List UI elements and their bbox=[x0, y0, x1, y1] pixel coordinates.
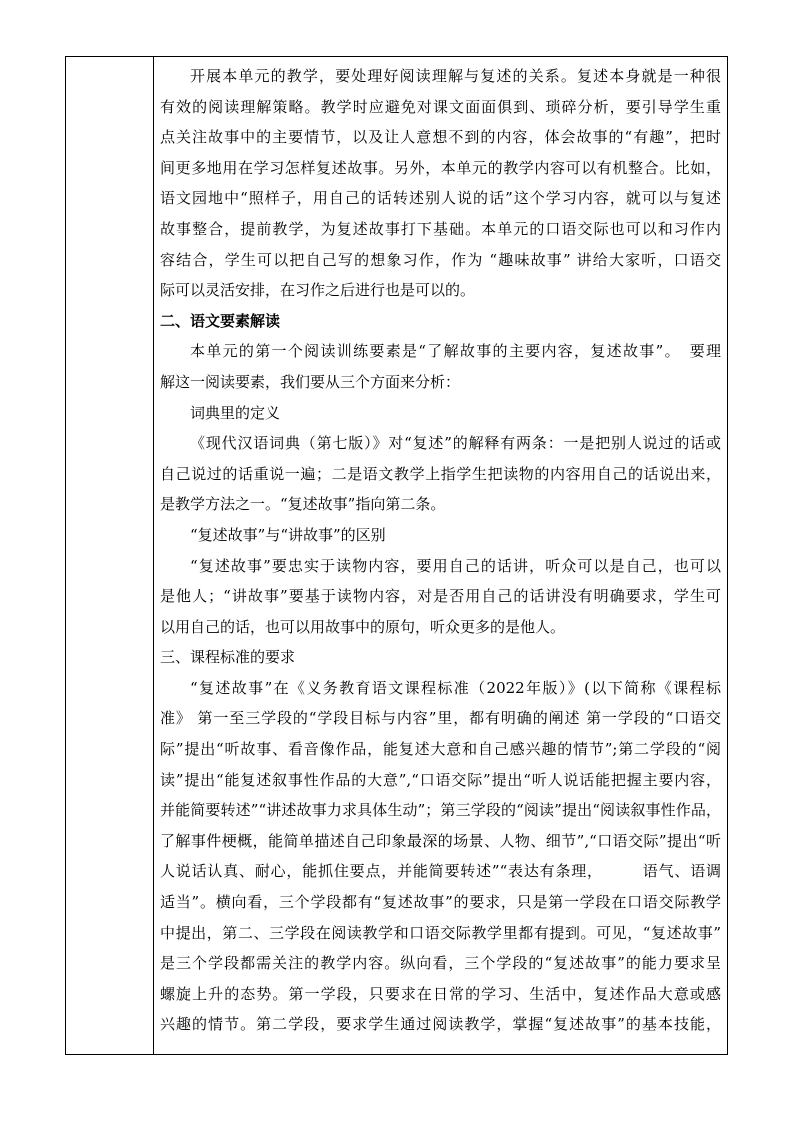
paragraph-line: 点关注故事中的主要情节，以及让人意想不到的内容，体会故事的“有趣”，把时 bbox=[160, 128, 721, 147]
paragraph-line: 本单元的第一个阅读训练要素是“了解故事的主要内容，复述故事”。 要理 bbox=[190, 342, 721, 361]
paragraph-line: 读”提出“能复述叙事性作品的大意”,“口语交际”提出“听人说话能把握主要内容， bbox=[160, 770, 721, 789]
paragraph-line: 是三个学段都需关注的教学内容。纵向看，三个学段的“复述故事”的能力要求呈 bbox=[160, 954, 721, 973]
paragraph-line: 了解事件梗概，能简单描述自己印象最深的场景、人物、细节”,“口语交际”提出“听 bbox=[160, 831, 721, 850]
paragraph-line: 中提出，第二、三学段在阅读教学和口语交际教学里都有提到。可见，“复述故事” bbox=[160, 923, 721, 942]
paragraph-line: 语文园地中“照样子，用自己的话转述别人说的话”这个学习内容，就可以与复述 bbox=[160, 189, 721, 208]
section-heading: 二、语文要素解读 bbox=[160, 311, 281, 330]
paragraph-line: 准》 第一至三学段的“学段目标与内容”里，都有明确的阐述 第一学段的“口语交 bbox=[160, 709, 721, 728]
paragraph-line: 兴趣的情节。第二学段，要求学生通过阅读教学，掌握“复述故事”的基本技能， bbox=[160, 1015, 721, 1034]
paragraph-line: 螺旋上升的态势。第一学段，只要求在日常的学习、生活中，复述作品大意或感 bbox=[160, 984, 721, 1003]
paragraph-line: 故事整合，提前教学，为复述故事打下基础。本单元的口语交际也可以和习作内 bbox=[160, 219, 721, 238]
paragraph-line: 解这一阅读要素，我们要从三个方面来分析： bbox=[160, 372, 461, 391]
table-content-cell bbox=[154, 57, 727, 1054]
paragraph-line: 是他人；“讲故事”要基于读物内容，对是否用自己的话讲没有明确要求，学生可 bbox=[160, 587, 721, 606]
paragraph-line: 是教学方法之一。“复述故事”指向第二条。 bbox=[160, 495, 446, 514]
paragraph-line: 人说话认真、耐心，能抓住要点，并能简要转述”“表达有条理， 语气、语调 bbox=[160, 862, 721, 881]
paragraph-line: 开展本单元的教学，要处理好阅读理解与复述的关系。复述本身就是一种很 bbox=[190, 67, 721, 85]
paragraph-line: 以用自己的话，也可以用故事中的原句，听众更多的是他人。 bbox=[160, 617, 566, 636]
paragraph-line: 有效的阅读理解策略。教学时应避免对课文面面俱到、琐碎分析，要引导学生重 bbox=[160, 97, 721, 116]
paragraph-line: 际可以灵活安排，在习作之后进行也是可以的。 bbox=[160, 281, 476, 300]
paragraph-line: “复述故事”要忠实于读物内容，要用自己的话讲，听众可以是自己，也可以 bbox=[190, 556, 721, 575]
paragraph-line: 容结合，学生可以把自己写的想象习作，作为 “趣味故事” 讲给大家听，口语交 bbox=[160, 250, 721, 269]
paragraph-line: 际”提出“听故事、看音像作品，能复述大意和自己感兴趣的情节”;第二学段的“阅 bbox=[160, 740, 721, 759]
paragraph-line: 词典里的定义 bbox=[190, 403, 281, 422]
paragraph-line: 适当”。横向看，三个学段都有“复述故事”的要求，只是第一学段在口语交际教学 bbox=[160, 893, 721, 912]
paragraph-line: 自己说过的话重说一遍；二是语文教学上指学生把读物的内容用自己的话说出来， bbox=[160, 464, 721, 483]
paragraph-line: “复述故事”在《义务教育语文课程标准（2022年版）》(以下简称《课程标 bbox=[190, 678, 721, 697]
paragraph-line: 间更多地用在学习怎样复述故事。另外，本单元的教学内容可以有机整合。比如， bbox=[160, 158, 721, 177]
paragraph-line: “复述故事”与“讲故事”的区别 bbox=[190, 525, 386, 544]
lesson-table bbox=[65, 56, 728, 1055]
paragraph-line: 《现代汉语词典（第七版）》对“复述”的解释有两条：一是把别人说过的话或 bbox=[190, 434, 721, 453]
table-left-cell bbox=[66, 57, 154, 1054]
paragraph-line: 三、课程标准的要求 bbox=[160, 648, 296, 667]
paragraph-line: 并能简要转述”“讲述故事力求具体生动”；第三学段的“阅读”提出“阅读叙事性作品， bbox=[160, 801, 721, 820]
